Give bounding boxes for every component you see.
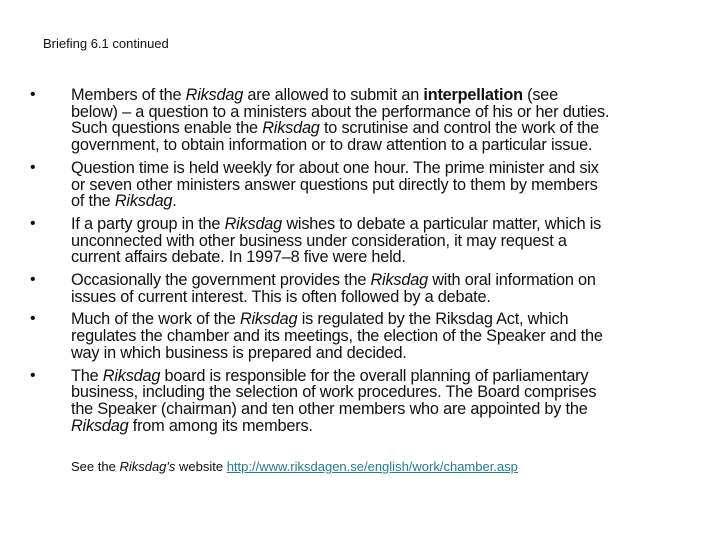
- footer-prefix: See the: [71, 459, 120, 474]
- text-segment: Such questions enable the: [71, 119, 263, 138]
- footer-note: [71, 459, 518, 474]
- text-segment: or seven other ministers answer questions put directly to them by members: [71, 175, 598, 194]
- page-title: Briefing 6.1 continued: [43, 36, 169, 51]
- text-segment: regulates the chamber and its meetings, the election of the Speaker and the: [71, 327, 603, 346]
- text-line: [71, 120, 609, 137]
- bullet-text: [71, 311, 609, 361]
- text-segment: board is responsible for the overall planning of parliamentary: [160, 366, 589, 385]
- italic-term: Riksdag: [185, 86, 244, 104]
- bullet-text: [71, 216, 609, 266]
- text-segment: current affairs debate. In 1997–8 five were held.: [71, 248, 406, 267]
- list-item: [0, 368, 609, 435]
- italic-term: Riksdag: [224, 214, 283, 233]
- text-line: [71, 249, 609, 266]
- text-segment: way in which business is prepared and decided.: [71, 343, 407, 362]
- list-item: [0, 311, 609, 361]
- text-line: [71, 418, 609, 435]
- text-segment: (see: [522, 86, 559, 104]
- bullet-text: [71, 368, 609, 435]
- text-segment: with oral information on: [427, 271, 596, 290]
- list-item: [0, 216, 609, 266]
- italic-term: Riksdag: [71, 416, 129, 435]
- italic-term: Riksdag: [114, 192, 173, 211]
- text-line: [71, 160, 609, 177]
- text-segment: unconnected with other business under consideration, it may request a: [71, 231, 567, 250]
- italic-term: Riksdag: [262, 119, 320, 138]
- italic-term: Riksdag: [102, 366, 161, 385]
- bold-term: interpellation: [423, 86, 523, 104]
- text-segment: .: [172, 192, 177, 211]
- text-segment: are allowed to submit an: [243, 86, 424, 104]
- footer-name: Riksdag's: [119, 459, 176, 474]
- text-segment: If a party group in the: [71, 214, 225, 233]
- text-segment: Occasionally the government provides the: [71, 271, 371, 290]
- list-item: [0, 87, 609, 154]
- italic-term: Riksdag: [370, 271, 428, 290]
- text-line: [71, 401, 609, 418]
- text-segment: is regulated by the Riksdag Act, which: [297, 310, 569, 329]
- text-line: [71, 104, 609, 121]
- text-segment: below) – a question to a ministers about the performance of his or her duties.: [71, 102, 610, 121]
- text-line: [71, 177, 609, 194]
- text-line: [71, 233, 609, 250]
- bullet-icon: •: [30, 158, 36, 176]
- text-segment: issues of current interest. This is often followed by a debate.: [71, 287, 491, 306]
- text-line: [71, 384, 609, 401]
- text-line: [71, 87, 609, 104]
- list-item: [0, 272, 609, 305]
- text-segment: wishes to debate a particular matter, which is: [282, 214, 602, 233]
- footer-middle: website: [175, 459, 227, 474]
- bullet-icon: •: [30, 366, 36, 384]
- list-item: [0, 160, 609, 210]
- text-segment: Question time is held weekly for about one hour. The prime minister and six: [71, 158, 599, 177]
- text-line: [71, 368, 609, 385]
- text-line: [71, 311, 609, 328]
- bullet-text: [71, 272, 609, 305]
- text-segment: from among its members.: [128, 416, 313, 435]
- text-line: [71, 193, 609, 210]
- text-segment: the Speaker (chairman) and ten other members who are appointed by the: [71, 399, 588, 418]
- text-segment: business, including the selection of work procedures. The Board comprises: [71, 383, 597, 402]
- text-segment: The: [71, 366, 103, 385]
- text-segment: to scrutinise and control the work of the: [319, 119, 600, 138]
- bullet-text: [71, 87, 609, 154]
- bullet-text: [71, 160, 609, 210]
- bullet-list: [0, 87, 609, 440]
- text-line: [71, 289, 609, 306]
- text-line: [71, 345, 609, 362]
- bullet-icon: •: [30, 86, 36, 103]
- text-line: [71, 328, 609, 345]
- bullet-icon: •: [30, 271, 36, 289]
- bullet-icon: •: [30, 310, 36, 328]
- text-segment: government, to obtain information or to draw attention to a particular issue.: [71, 136, 593, 155]
- text-segment: Much of the work of the: [71, 310, 240, 329]
- text-line: [71, 216, 609, 233]
- text-segment: of the: [71, 192, 115, 211]
- bullet-icon: •: [30, 214, 36, 232]
- text-line: [71, 137, 609, 154]
- text-segment: Members of the: [71, 86, 186, 104]
- italic-term: Riksdag: [239, 310, 298, 329]
- website-link[interactable]: http://www.riksdagen.se/english/work/chamber.asp: [226, 459, 518, 474]
- text-line: [71, 272, 609, 289]
